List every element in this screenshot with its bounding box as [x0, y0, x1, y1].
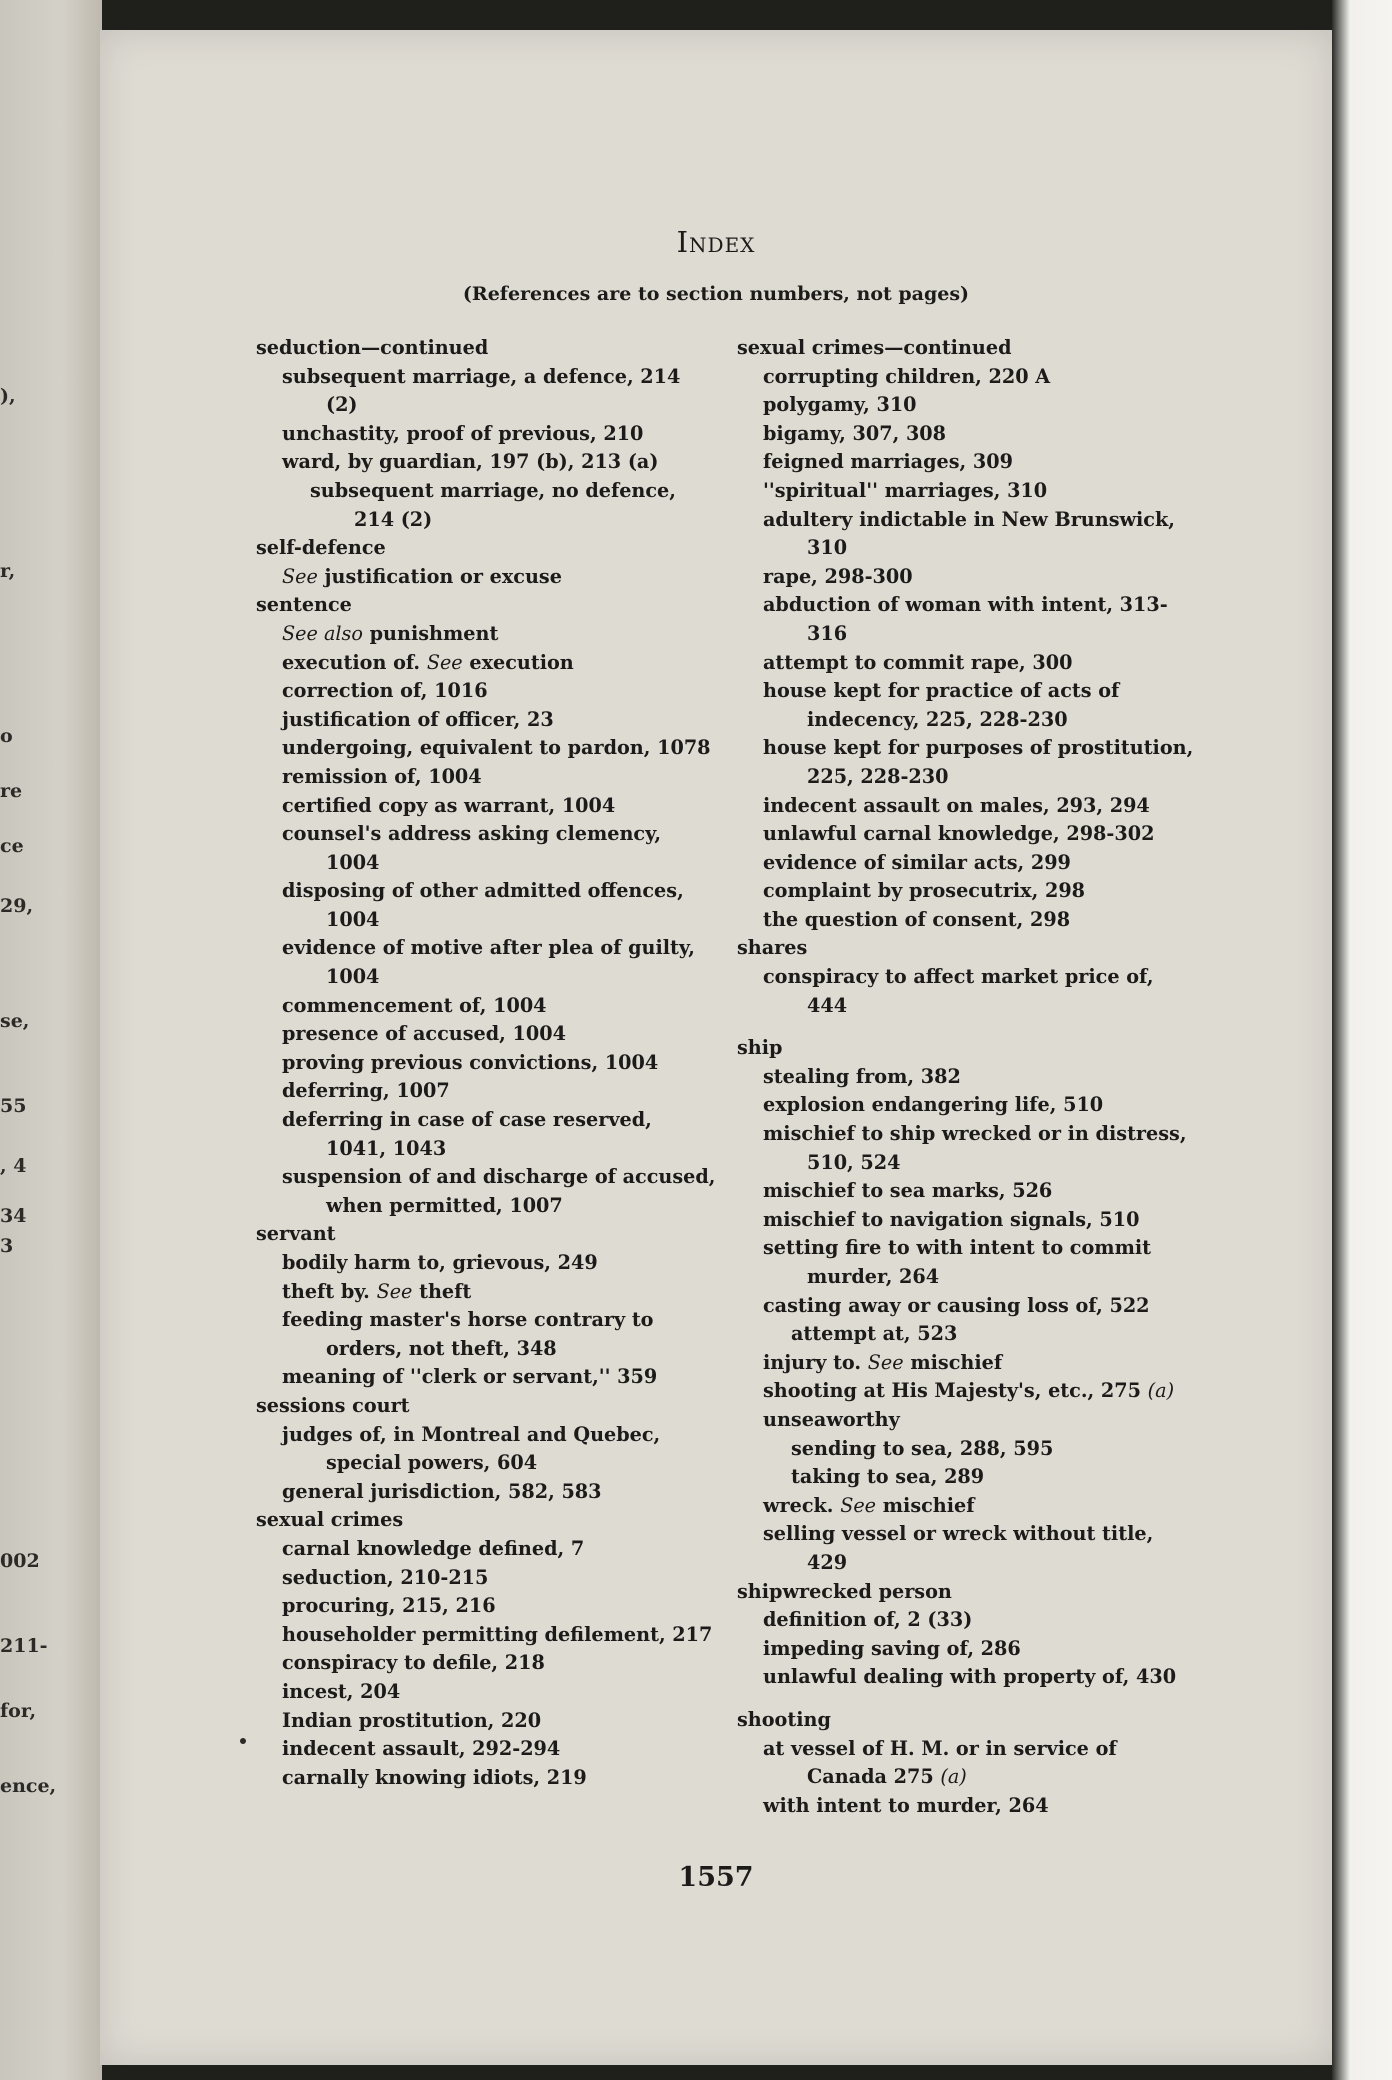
entry-text: execution of.	[282, 650, 421, 674]
entry-text: polygamy, 310	[763, 393, 917, 417]
index-subentry	[256, 477, 716, 534]
index-subentry	[256, 649, 716, 678]
entry-text: injury to.	[763, 1350, 862, 1374]
index-subentry	[256, 1707, 716, 1736]
index-subentry	[737, 734, 1197, 791]
adjacent-page-fragment: ),	[0, 385, 16, 407]
page-number: 1557	[678, 1862, 754, 1893]
entry-text: corrupting children, 220 A	[763, 364, 1051, 388]
index-subentry	[737, 363, 1197, 392]
see-target: theft	[419, 1279, 472, 1303]
see-reference: See	[426, 650, 463, 674]
entry-text: casting away or causing loss of, 522	[763, 1293, 1150, 1317]
index-subentry	[256, 1106, 716, 1163]
index-subentry	[737, 477, 1197, 506]
index-subentry	[737, 820, 1197, 849]
entry-text: unlawful dealing with property of, 430	[763, 1665, 1177, 1689]
index-subentry	[256, 563, 716, 592]
index-subentry	[737, 391, 1197, 420]
adjacent-page-fragment: 3	[0, 1235, 14, 1257]
index-subentry	[256, 1621, 716, 1650]
entry-text: sentence	[256, 593, 352, 617]
entry-text: punishment	[369, 621, 499, 645]
entry-text: undergoing, equivalent to pardon, 1078	[282, 736, 711, 760]
entry-text: incest, 204	[282, 1679, 401, 1703]
entry-text: householder permitting defilement, 217	[282, 1622, 713, 1646]
page-header: Index	[676, 225, 756, 259]
entry-text: indecent assault, 292-294	[282, 1737, 561, 1761]
entry-text: correction of, 1016	[282, 679, 488, 703]
entry-text: certified copy as warrant, 1004	[282, 793, 616, 817]
entry-text: ''spiritual'' marriages, 310	[763, 478, 1048, 502]
adjacent-page-fragment: ce	[0, 835, 24, 857]
index-subentry	[256, 1649, 716, 1678]
adjacent-page-fragment: for,	[0, 1700, 37, 1722]
index-subentry	[256, 1049, 716, 1078]
entry-text: disposing of other admitted offences, 1004	[282, 879, 684, 931]
entry-text: justification or excuse	[324, 564, 562, 588]
index-subentry	[737, 1377, 1197, 1406]
index-subentry	[737, 1606, 1197, 1635]
adjacent-page-fragment: o	[0, 725, 13, 747]
adjacent-page-fragment: se,	[0, 1010, 30, 1032]
entry-text: with intent to murder, 264	[763, 1793, 1049, 1817]
index-subentry	[737, 1463, 1197, 1492]
entry-text: wreck.	[763, 1493, 834, 1517]
page-subheader: (References are to section numbers, not pages)	[462, 283, 970, 305]
index-subentry	[256, 792, 716, 821]
index-subentry	[737, 649, 1197, 678]
entry-text: suspension of and discharge of accused, when permitted, 1007	[282, 1165, 716, 1217]
index-subentry	[256, 1592, 716, 1621]
entry-text: explosion endangering life, 510	[763, 1093, 1104, 1117]
right-index-column	[737, 334, 1197, 1820]
see-reference: See	[376, 1279, 413, 1303]
index-subentry	[737, 1091, 1197, 1120]
see-target: execution	[469, 650, 574, 674]
entry-text: unlawful carnal knowledge, 298-302	[763, 822, 1155, 846]
index-subentry	[256, 1535, 716, 1564]
adjacent-page-fragment: , 4	[0, 1155, 27, 1177]
entry-text: the question of consent, 298	[763, 907, 1071, 931]
entry-text: theft by.	[282, 1279, 370, 1303]
entry-text: unchastity, proof of previous, 210	[282, 421, 644, 445]
index-subentry	[256, 1077, 716, 1106]
entry-text: at vessel of H. M. or in service of Canada 275	[763, 1736, 1117, 1789]
entry-text: feeding master's horse contrary to orders, not theft, 348	[282, 1308, 654, 1360]
entry-text: evidence of similar acts, 299	[763, 850, 1071, 874]
entry-text: shooting at His Majesty's, etc., 275	[763, 1379, 1141, 1403]
entry-text: seduction, 210-215	[282, 1565, 489, 1589]
index-subentry	[737, 1492, 1197, 1521]
index-subentry	[737, 1063, 1197, 1092]
adjacent-page-fragment: 211-	[0, 1635, 48, 1657]
entry-text: taking to sea, 289	[791, 1465, 985, 1489]
index-heading	[737, 1034, 1197, 1063]
entry-text: impeding saving of, 286	[763, 1636, 1021, 1660]
index-subentry	[256, 677, 716, 706]
entry-text: sexual crimes	[256, 1508, 404, 1532]
entry-text: remission of, 1004	[282, 764, 482, 788]
entry-text: seduction—continued	[256, 336, 489, 359]
index-subentry	[256, 1764, 716, 1793]
index-heading	[256, 1220, 716, 1249]
index-subentry	[737, 1435, 1197, 1464]
entry-text: shipwrecked person	[737, 1579, 952, 1603]
page-right-edge	[1332, 0, 1392, 2080]
index-subentry	[737, 563, 1197, 592]
index-subentry	[737, 1635, 1197, 1664]
index-subentry	[737, 1792, 1197, 1821]
entry-text: mischief to sea marks, 526	[763, 1179, 1053, 1203]
index-subentry	[256, 1020, 716, 1049]
entry-text: justification of officer, 23	[282, 707, 554, 731]
index-subentry	[256, 420, 716, 449]
entry-text: indecent assault on males, 293, 294	[763, 793, 1150, 817]
index-subentry	[256, 1278, 716, 1307]
index-heading	[256, 1506, 716, 1535]
index-subentry	[256, 1306, 716, 1363]
entry-text: feigned marriages, 309	[763, 450, 1013, 474]
index-subentry	[256, 1678, 716, 1707]
entry-text: sexual crimes—continued	[737, 336, 1012, 359]
index-subentry	[737, 1206, 1197, 1235]
index-subentry	[256, 763, 716, 792]
index-subentry	[256, 1363, 716, 1392]
index-subentry	[737, 1349, 1197, 1378]
entry-text: deferring in case of case reserved, 1041, 1043	[282, 1108, 652, 1160]
entry-text: complaint by prosecutrix, 298	[763, 879, 1086, 903]
index-subentry	[737, 1177, 1197, 1206]
index-subentry	[256, 820, 716, 877]
entry-text: meaning of ''clerk or servant,'' 359	[282, 1365, 658, 1389]
adjacent-page-edge	[0, 0, 102, 2080]
entry-text: conspiracy to defile, 218	[282, 1651, 545, 1675]
index-subentry	[737, 591, 1197, 648]
entry-spacer	[737, 1020, 1197, 1034]
entry-text: Indian prostitution, 220	[282, 1708, 542, 1732]
entry-text: presence of accused, 1004	[282, 1022, 566, 1046]
index-subentry	[737, 877, 1197, 906]
adjacent-page-fragment: 55	[0, 1095, 27, 1117]
index-heading	[256, 591, 716, 620]
entry-text: self-defence	[256, 536, 386, 560]
entry-text: unseaworthy	[763, 1407, 900, 1431]
entry-text: ward, by guardian, 197 (b), 213 (a)	[282, 450, 659, 474]
index-subentry	[737, 1292, 1197, 1321]
adjacent-page-fragment: 29,	[0, 895, 34, 917]
entry-text: bigamy, 307, 308	[763, 421, 946, 445]
index-subentry	[737, 963, 1197, 1020]
index-subentry	[256, 1735, 716, 1764]
index-subentry	[256, 992, 716, 1021]
index-subentry	[737, 906, 1197, 935]
index-subentry	[737, 1735, 1197, 1792]
index-subentry	[737, 448, 1197, 477]
entry-text: sending to sea, 288, 595	[791, 1436, 1054, 1460]
index-subentry	[737, 1320, 1197, 1349]
entry-text: deferring, 1007	[282, 1079, 450, 1103]
entry-text: house kept for purposes of prostitution, 225, 228-230	[763, 736, 1194, 788]
index-subentry	[256, 448, 716, 477]
entry-text: ship	[737, 1036, 783, 1060]
index-heading	[737, 934, 1197, 963]
entry-text: general jurisdiction, 582, 583	[282, 1479, 602, 1503]
index-subentry	[737, 506, 1197, 563]
entry-text: conspiracy to affect market price of, 444	[763, 965, 1154, 1017]
entry-text: subsequent marriage, a defence, 214 (2)	[282, 364, 681, 417]
entry-text: shooting	[737, 1707, 831, 1731]
index-subentry	[256, 363, 716, 420]
see-reference: See	[840, 1493, 877, 1517]
adjacent-page-fragment: re	[0, 780, 23, 802]
entry-text: sessions court	[256, 1393, 410, 1417]
index-subentry	[256, 1249, 716, 1278]
subsection-marker: (a)	[940, 1765, 967, 1789]
entry-text: setting fire to with intent to commit murder, 264	[763, 1236, 1152, 1288]
entry-text: stealing from, 382	[763, 1064, 961, 1088]
index-subentry	[737, 849, 1197, 878]
index-subentry	[737, 677, 1197, 734]
index-subentry	[256, 1421, 716, 1478]
adjacent-page-fragment: r,	[0, 560, 16, 582]
entry-text: shares	[737, 936, 808, 960]
entry-text: attempt to commit rape, 300	[763, 650, 1073, 674]
index-subentry	[737, 1120, 1197, 1177]
index-heading	[256, 534, 716, 563]
index-heading	[256, 1392, 716, 1421]
entry-text: procuring, 215, 216	[282, 1594, 496, 1618]
index-subentry	[737, 792, 1197, 821]
entry-text: proving previous convictions, 1004	[282, 1050, 659, 1074]
adjacent-page-fragment: 34	[0, 1205, 27, 1227]
entry-text: house kept for practice of acts of indecency, 225, 228-230	[763, 679, 1120, 731]
entry-text: mischief to navigation signals, 510	[763, 1207, 1140, 1231]
see-reference: See	[867, 1350, 904, 1374]
entry-text: counsel's address asking clemency, 1004	[282, 822, 662, 874]
entry-text: selling vessel or wreck without title, 429	[763, 1522, 1154, 1574]
entry-text: abduction of woman with intent, 313-316	[763, 593, 1168, 645]
entry-text: bodily harm to, grievous, 249	[282, 1251, 598, 1274]
index-subentry	[256, 620, 716, 649]
entry-text: evidence of motive after plea of guilty, 1004	[282, 936, 695, 989]
entry-text: carnal knowledge defined, 7	[282, 1536, 585, 1560]
entry-text: servant	[256, 1222, 336, 1246]
entry-text: attempt at, 523	[791, 1322, 958, 1346]
index-heading	[737, 334, 1197, 363]
index-subentry	[737, 420, 1197, 449]
entry-text: mischief to ship wrecked or in distress, 510, 524	[763, 1122, 1187, 1174]
entry-spacer	[737, 1692, 1197, 1706]
index-heading	[256, 334, 716, 363]
index-heading	[737, 1578, 1197, 1607]
index-subentry	[256, 1564, 716, 1593]
index-heading	[737, 1706, 1197, 1735]
entry-text: judges of, in Montreal and Quebec, special powers, 604	[282, 1422, 661, 1475]
subsection-marker: (a)	[1147, 1379, 1175, 1403]
index-subentry	[737, 1663, 1197, 1692]
entry-text: adultery indictable in New Brunswick, 310	[763, 507, 1175, 560]
index-subentry	[256, 1163, 716, 1220]
index-subentry	[256, 934, 716, 991]
adjacent-page-fragment: ence,	[0, 1775, 57, 1797]
index-subentry	[256, 734, 716, 763]
index-subentry	[256, 706, 716, 735]
index-subentry	[256, 1478, 716, 1507]
adjacent-page-fragment: 002	[0, 1550, 40, 1572]
see-reference: See	[282, 564, 318, 588]
index-subentry	[256, 877, 716, 934]
see-target: mischief	[882, 1493, 975, 1517]
ink-dot	[240, 1738, 246, 1744]
entry-text: rape, 298-300	[763, 564, 913, 588]
entry-text: commencement of, 1004	[282, 993, 547, 1017]
index-subentry	[737, 1520, 1197, 1577]
entry-text: carnally knowing idiots, 219	[282, 1765, 587, 1789]
entry-text: definition of, 2 (33)	[763, 1608, 973, 1632]
index-subentry	[737, 1406, 1197, 1435]
see-target: mischief	[910, 1350, 1003, 1374]
entry-text: subsequent marriage, no defence, 214 (2)	[310, 478, 676, 531]
index-subentry	[737, 1234, 1197, 1291]
see-reference: See also	[282, 621, 363, 645]
left-index-column	[256, 334, 716, 1792]
